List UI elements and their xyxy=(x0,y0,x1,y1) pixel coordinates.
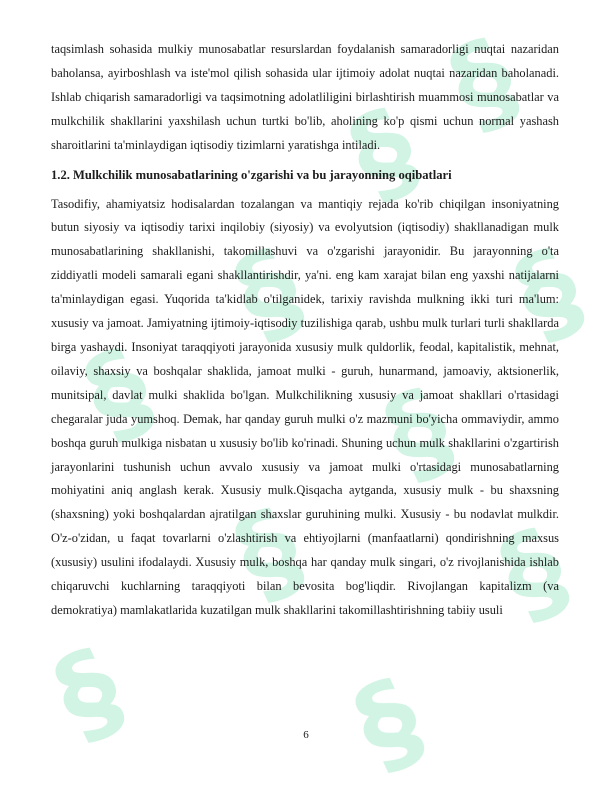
page-number: 6 xyxy=(303,729,309,741)
watermark-mark: § xyxy=(336,653,441,792)
watermark-mark: § xyxy=(366,363,471,503)
section-heading: 1.2. Mulkchilik munosabatlarining o'zgarishi va bu jarayonning oqibatlari xyxy=(51,167,452,182)
page-body xyxy=(51,38,559,623)
watermark-mark: § xyxy=(66,323,171,463)
watermark-mark: § xyxy=(216,483,321,623)
watermark-mark: § xyxy=(481,503,586,643)
watermark-mark: § xyxy=(496,223,601,363)
watermark-mark: § xyxy=(216,223,321,363)
body-paragraph: taqsimlash sohasida mulkiy munosabatlar resurslardan foydalanish samaradorligi nuqtai nazaridan baholansa, ayirboshlash va iste'mol qilish sohasida ular ijtimoiy adolat nuqtai nazaridan baholanadi. Ishlab chiqarish samaradorligi va taqsimotning adolatliligini birlashtirish muammosi munosabatlar va mulkchilik shakllarini yaxshilash uchun turtki bo'lib, aholining ko'p qismi uchun normal yashash sharoitlarini ta'minlaydigan iqtisodiy tizimlarni yaratishga intiladi. xyxy=(51,42,559,152)
watermark-mark: § xyxy=(331,83,436,223)
watermark-mark: § xyxy=(36,623,141,763)
body-paragraph: Tasodifiy, ahamiyatsiz hodisalardan tozalangan va mantiqiy rejada ko'rib chiqilgan insoniyatning butun siyosiy va iqtisodiy tarixi inqilobiy (siyosiy) va evolyutsion (iqtisodiy) shakllanadigan mulk munosabatlarining shakllanishi, takomillashuvi va o'zgarishi jarayonidir. Bu jarayonning o'ta ziddiyatli modeli samarali egani shakllantirishdir, ya'ni. eng kam xarajat bilan eng yaxshi natijalarni ta'minlaydigan egasi. Yuqorida ta'kidlab o'tilganidek, tarixiy ravishda mulkning ikki turi ma'lum: xususiy va jamoat. Jamiyatning ijtimoiy-iqtisodiy tuzilishiga qarab, ushbu mulk turlari turli shakllarda birga yashaydi. Insoniyat taraqqiyoti jarayonida xususiy mulk quldorlik, feodal, kapitalistik, mehnat, oilaviy, shaxsiy va boshqalar shaklida, jamoat mulki - guruh, hunarmand, jamoaviy, aktsionerlik, munitsipal, davlat mulki shaklida bo'lgan. Mulkchilikning xususiy va jamoat shakllari o'rtasidagi chegaralar juda yumshoq. Demak, har qanday guruh mulki o'z mazmuni bo'yicha ommaviydir, ammo boshqa guruh mulkiga nisbatan u xususiy bo'lib ko'rinadi. Shuning uchun mulk shakllarini o'zgartirish jarayonlarini tushunish uchun avvalo xususiy va jamoat mulki o'rtasidagi munosabatlarning mohiyatini aniq anglash kerak. Xususiy mulk.Qisqacha aytganda, xususiy mulk - bu shaxsning (shaxsning) yoki boshqalardan ajratilgan shaxslar guruhining mulki. Xususiy - bu nodavlat mulkdir. O'z-o'zidan, u faqat tovarlarni o'zlashtirish va ehtiyojlarni (manfaatlarni) qondirishning maxsus (xususiy) usulini ifodalaydi. Xususiy mulk, boshqa har qanday mulk singari, o'z rivojlanishida ishlab chiqaruvchi kuchlarning taraqqiyoti bilan bevosita bog'liqdir. Rivojlangan kapitalizm (va demokratiya) mamlakatlarida kuzatilgan mulk shakllarini takomillashtirishning tabiiy usuli xyxy=(51,196,559,617)
watermark-mark: § xyxy=(431,13,536,153)
